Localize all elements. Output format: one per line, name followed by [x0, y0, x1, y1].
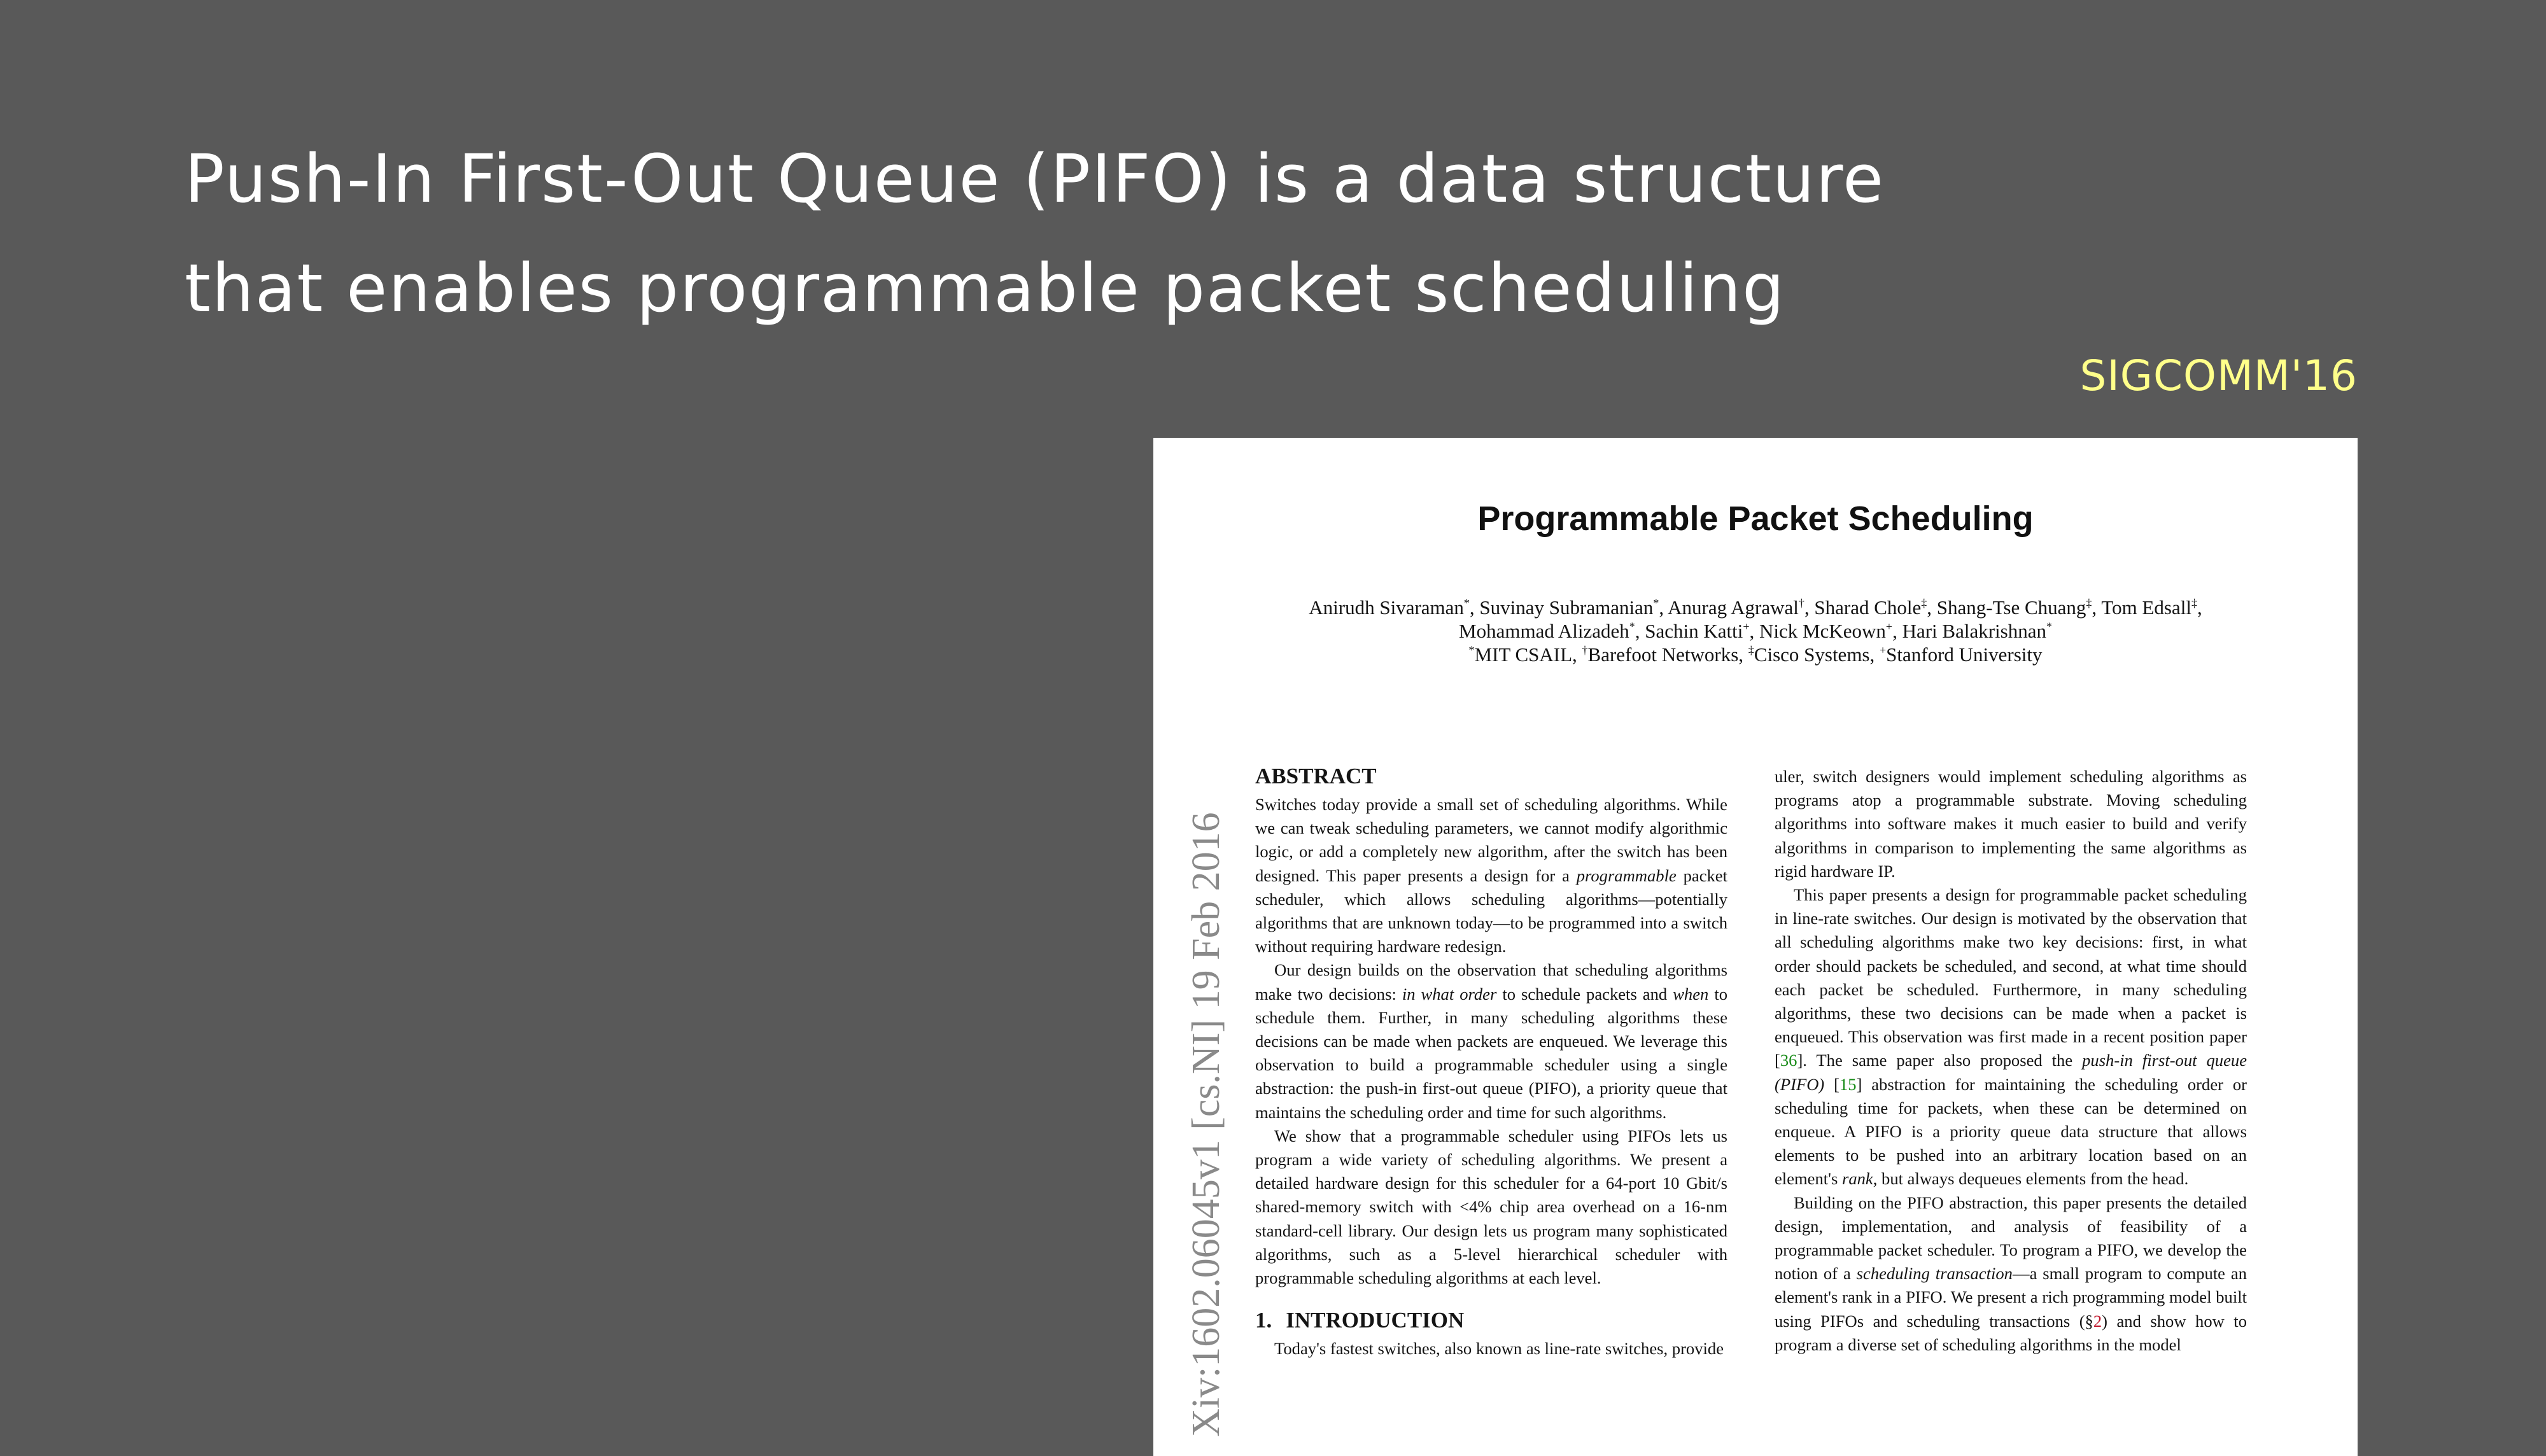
affiliation-line: *MIT CSAIL, †Barefoot Networks, ‡Cisco Systems, +Stanford University: [1468, 643, 2043, 666]
citation-link[interactable]: 15: [1839, 1074, 1857, 1094]
section-ref-link[interactable]: 2: [2093, 1311, 2102, 1331]
paper-left-column: [1255, 762, 1727, 1361]
author-block: [1217, 596, 2294, 666]
right-paragraph-1: uler, switch designers would implement scheduling algorithms as programs atop a programmable substrate. Moving scheduling algorithms into software makes it much easier to build and verify algorithms in comparison to implementing the same algorithms as rigid hardware IP.: [1775, 767, 2247, 881]
author-line-1: Anirudh Sivaraman*, Suvinay Subramanian*, Anurag Agrawal†, Sharad Chole‡, Shang-Tse Chuang‡, Tom Edsall‡,: [1309, 596, 2202, 619]
abstract-paragraph-1: Switches today provide a small set of scheduling algorithms. While we can tweak scheduling parameters, we cannot modify algorithmic logic, or add a completely new algorithm, after the switch has been designed. This paper presents a design for a programmable packet scheduler, which allows scheduling algorithms—potentially algorithms that are unknown today—to be programmed into a switch without requiring hardware redesign.: [1255, 795, 1727, 956]
slide-title-line-1: Push-In First-Out Queue (PIFO) is a data structure: [185, 140, 1885, 218]
citation-link[interactable]: 36: [1780, 1051, 1797, 1070]
paper-screenshot: [1153, 438, 2358, 1456]
intro-heading: 1. INTRODUCTION: [1255, 1308, 1465, 1333]
abstract-paragraph-2: Our design builds on the observation that scheduling algorithms make two decisions: in what order to schedule packets and when to schedule them. Further, in many scheduling algorithms these decisions can be made when packets are enqueued. We leverage this observation to build a programmable scheduler using a single abstraction: the push-in first-out queue (PIFO), a priority queue that maintains the scheduling order and time for such algorithms.: [1255, 960, 1728, 1122]
intro-paragraph: Today's fastest switches, also known as line-rate switches, provide: [1274, 1339, 1724, 1359]
author-line-2: Mohammad Alizadeh*, Sachin Katti+, Nick McKeown+, Hari Balakrishnan*: [1459, 620, 2052, 642]
paper-right-column: [1775, 765, 2247, 1357]
abstract-paragraph-3: We show that a programmable scheduler using PIFOs lets us program a wide variety of scheduling algorithms. We present a detailed hardware design for this scheduler for a 64-port 10 Gbit/s shared-memory switch with <4% chip area overhead on a 16-nm standard-cell library. Our design lets us program many sophisticated algorithms, such as a 5-level hierarchical scheduler with programmable scheduling algorithms at each level.: [1255, 1126, 1727, 1288]
arxiv-stamp: Xiv:1602.06045v1 [cs.NI] 19 Feb 2016: [1185, 812, 1228, 1437]
slide-title-line-2: that enables programmable packet scheduling: [185, 249, 1786, 327]
right-paragraph-3: Building on the PIFO abstraction, this paper presents the detailed design, implementation, and analysis of feasibility of a programmable packet scheduler. To program a PIFO, we develop the notion of a scheduling transaction—a small program to compute an element's rank in a PIFO. We present a rich programming model built using PIFOs and scheduling transactions (§2) and show how to program a diverse set of scheduling algorithms in the model: [1775, 1193, 2247, 1354]
abstract-heading: ABSTRACT: [1255, 764, 1377, 788]
right-paragraph-2: This paper presents a design for programmable packet scheduling in line-rate switches. Our design is motivated by the observation that all scheduling algorithms make two key decisions: first, in what order should packets be scheduled, and second, at what time should each packet be scheduled. Furthermore, in many scheduling algorithms, these two decisions can be made when a packet is enqueued. This observation was first made in a recent position paper [36]. The same paper also proposed the push-in first-out queue (PIFO) [15] abstraction for maintaining the scheduling order or scheduling time for packets, when these can be determined on enqueue. A PIFO is a priority queue data structure that allows elements to be pushed into an arbitrary location based on an element's rank, but always dequeues elements from the head.: [1775, 885, 2247, 1189]
venue-label: SIGCOMM'16: [2079, 351, 2358, 400]
paper-title: Programmable Packet Scheduling: [1477, 500, 2034, 538]
slide-title: [185, 124, 2030, 343]
